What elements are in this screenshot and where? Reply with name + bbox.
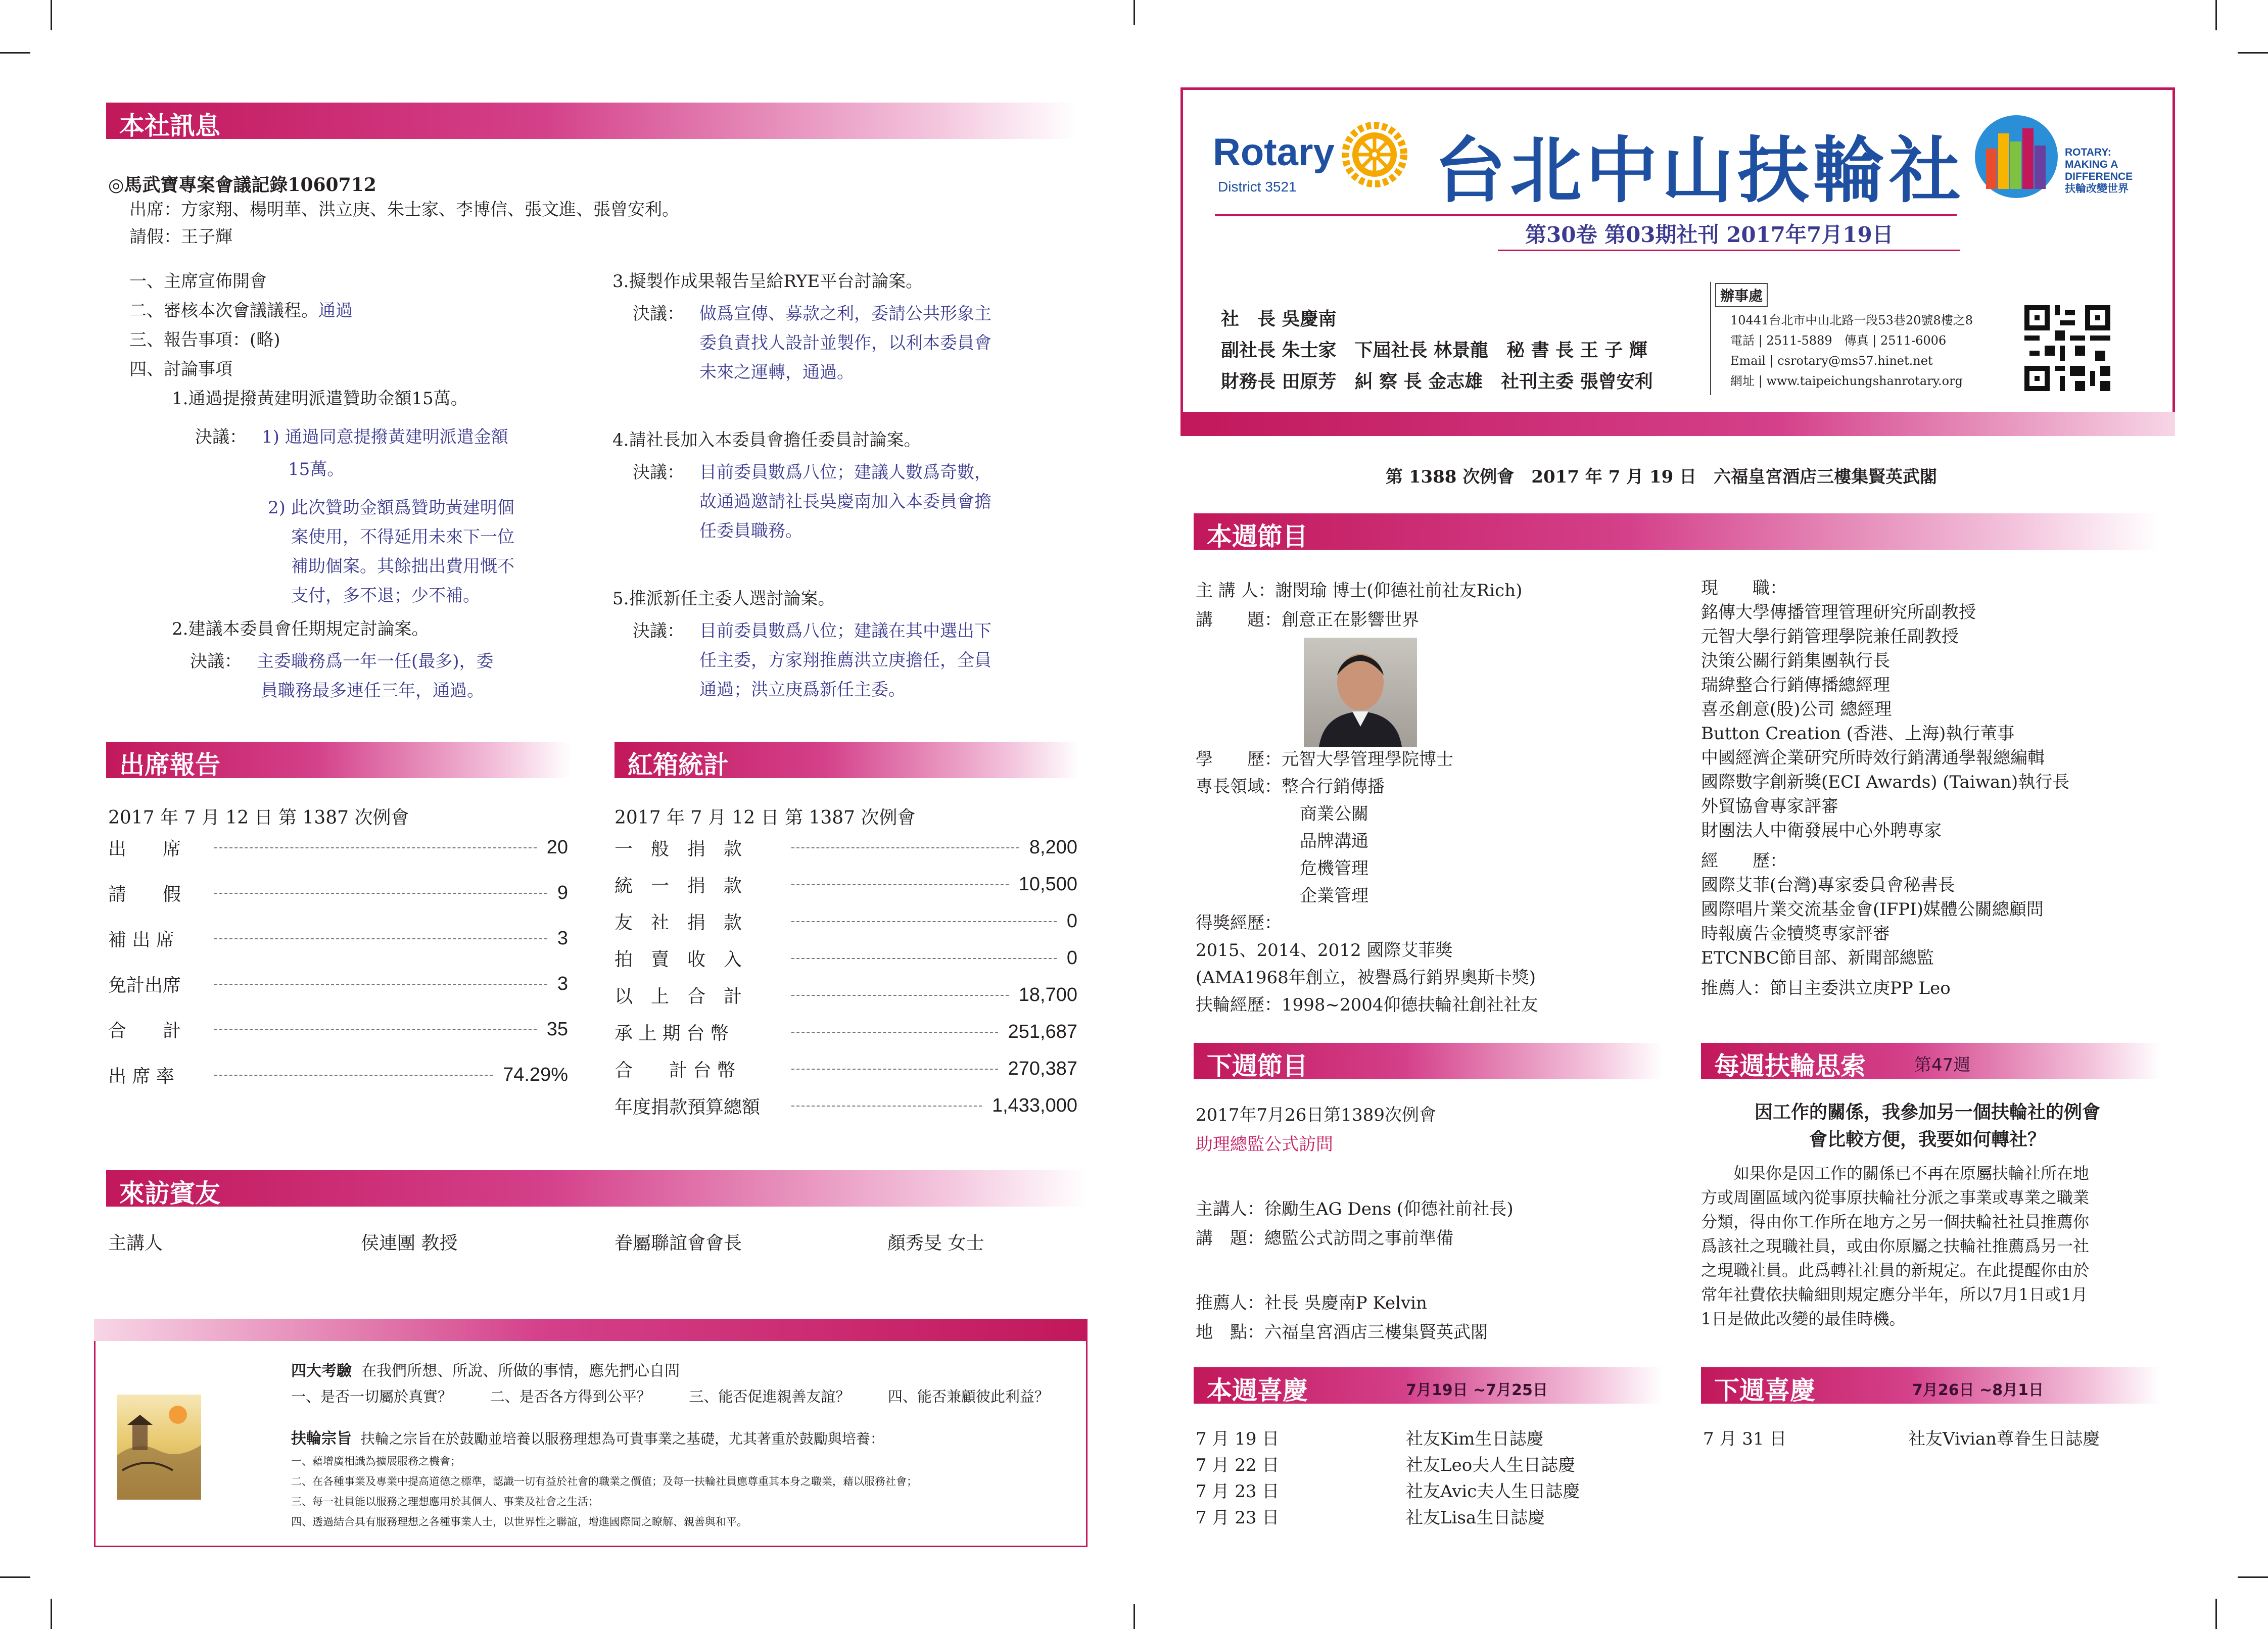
row-value: 0 (1066, 911, 1077, 932)
row-label: 合 計 台 幣 (615, 1060, 735, 1081)
table-row (615, 872, 1077, 897)
table-row (615, 1019, 1077, 1045)
celebration-date: 7 月 23 日 (1196, 1481, 1280, 1502)
meeting-line: 第 1388 次例會 2017 年 7 月 19 日 六福皇宮酒店三樓集賢英武閣 (1386, 467, 1938, 487)
table-row (108, 1017, 568, 1042)
table-row (615, 982, 1077, 1008)
decision-label: 決議： (633, 462, 684, 483)
table-row (108, 880, 568, 906)
agenda-item: 一、主席宣佈開會 (129, 271, 267, 292)
table-row (615, 835, 1077, 860)
crop-mark (51, 1599, 52, 1629)
discussion-1: 1.通過提撥黃建明派遣贊助金額15萬。 (172, 389, 468, 409)
row-label: 補 出 席 (108, 930, 174, 950)
row-label: 出 席 率 (108, 1066, 174, 1087)
decision-text: 15萬。 (288, 459, 345, 480)
row-leader (214, 1029, 537, 1030)
attendance-meeting: 2017 年 7 月 12 日 第 1387 次例會 (108, 807, 409, 828)
speaker: 主 講 人：謝閔瑜 博士(仰德社前社友Rich) (1196, 581, 1523, 601)
club-news-header: 本社訊息 (106, 103, 1076, 139)
celebration-text: 社友Leo夫人生日誌慶 (1406, 1455, 1576, 1475)
row-leader (214, 1075, 493, 1076)
next-week-block: 2017年7月26日第1389次例會 助理總監公式訪問 主講人：徐勵生AG Dens (仰德社前社長) 講 題：總監公式訪問之事前準備 推薦人：社長 吳慶南P Kelvin 地 點：六福皇宮酒店三樓集賢英武閣 (1196, 1105, 1514, 1343)
crop-mark (2238, 52, 2268, 54)
row-leader (791, 1032, 998, 1033)
row-leader (791, 1069, 998, 1070)
row-label: 以 上 合 計 (615, 986, 742, 1007)
masthead-bottom-bar (1180, 412, 2175, 436)
row-leader (791, 958, 1057, 959)
table-row (615, 908, 1077, 934)
four-way-top-bar (94, 1319, 1088, 1341)
agenda-item: 三、報告事項：(略) (129, 330, 280, 350)
agenda-list (129, 267, 584, 413)
this-week-header: 本週節目 (1194, 513, 2159, 550)
row-label: 出 席 (108, 839, 181, 859)
next-week-header: 下週節目 (1194, 1043, 1663, 1079)
row-value: 18,700 (1018, 984, 1077, 1005)
celebration-date: 7 月 31 日 (1703, 1429, 1787, 1449)
object-list: 一、藉增廣相識為擴展服務之機會； 二、在各種事業及專業中提高道德之標準，認識一切有益於社會的職業之價值；及每一扶輪社員應尊重其本身之職業，藉以服務社會； 三、每一社員能以服務之理想應用於其個人、事業及社會之生活； 四、透過結合具有服務理想之各種事業人士，以世界性之聯誼，增進國際間之瞭解、親善與和平。 (291, 1455, 917, 1528)
row-label: 免計出席 (108, 975, 181, 996)
row-leader (791, 884, 1009, 885)
celebration-text: 社友Vivian尊眷生日誌慶 (1908, 1429, 2100, 1449)
decision-text: 目前委員數爲八位；建議在其中選出下 任主委，方家翔推薦洪立庚擔任，全員 通過；洪立庚爲新任主委。 (699, 621, 991, 700)
table-row (108, 1062, 568, 1088)
redbox-header: 紅箱統計 (615, 742, 1079, 778)
qr-code[interactable] (2024, 305, 2110, 391)
decision-label: 決議： (633, 304, 684, 324)
attendance-header: 出席報告 (106, 742, 571, 778)
row-value: 1,433,000 (991, 1095, 1077, 1116)
rotary-wheel-icon (1341, 121, 1408, 188)
decision-text: 1) 通過同意提撥黃建明派遣金額 (262, 427, 508, 447)
visitor-name: 侯連團 教授 (361, 1233, 458, 1254)
row-label: 請 假 (108, 884, 181, 905)
decision-text: 主委職務爲一年一任(最多)，委 員職務最多連任三年，通過。 (257, 651, 494, 701)
celebration-text: 社友Lisa生日誌慶 (1406, 1508, 1545, 1528)
theme-text: ROTARY: MAKING A DIFFERENCE 扶輪改變世界 (2065, 147, 2133, 195)
row-leader (791, 847, 1019, 848)
row-label: 友 社 捐 款 (615, 913, 742, 933)
crop-mark (51, 0, 52, 30)
row-label: 一 般 捐 款 (615, 839, 742, 859)
landscape-illustration (117, 1395, 201, 1500)
row-value: 74.29% (503, 1064, 568, 1085)
office-label: 辦事處 (1715, 283, 1768, 307)
decision-text: 做爲宣傳、募款之利，委請公共形象主 委負責找人設計並製作，以利本委員會 未來之運轉，通過。 (699, 304, 991, 382)
discussion-5: 5.推派新任主委人選討論案。 (612, 589, 835, 609)
row-value: 3 (557, 928, 568, 949)
row-label: 統 一 捐 款 (615, 876, 742, 896)
visitors-header: 來訪賓友 (106, 1170, 1086, 1207)
row-value: 3 (557, 973, 568, 994)
issue-line: 第30卷 第03期社刊 2017年7月19日 (1525, 222, 1894, 247)
speaker-jobs: 現 職： 銘傳大學傳播管理管理研究所副教授 元智大學行銷管理學院兼任副教授 決策公關行銷集團執行長 瑞緯整合行銷傳播總經理 喜丞創意(股)公司 總經理 Button Creation (香港、上海)執行董事 中國經濟企業研究所時效行銷溝通學報總編輯 國際數字創新獎(ECI Awards) (Taiwan)執行長 外貿協會專家評審 財團法人中衛發展中心外聘專家 經 歷： 國際艾菲(台灣)專家委員會秘書長 國際唱片業交流基金會(IFPI)媒體公關總顧問 時報廣告金犢獎專家評審 ETCNBC節目部、新聞部總監 推薦人：節目主委洪立庚PP Leo (1701, 578, 2070, 998)
visitor-role: 眷屬聯誼會會長 (615, 1233, 742, 1254)
discussion-4: 4.請社長加入本委員會擔任委員討論案。 (612, 430, 921, 450)
weekly-thought-question: 因工作的關係，我參加另一個扶輪社的例會 會比較方便，我要如何轉社？ (1754, 1101, 2100, 1150)
four-way-questions: 一、是否一切屬於真實？ 二、是否各方得到公平？ 三、能否促進親善友誼？ 四、能否兼顧彼此利益？ (291, 1388, 1049, 1405)
celebration-date: 7 月 23 日 (1196, 1508, 1280, 1528)
agenda-item: 二、審核本次會議議程。通過 (129, 301, 353, 321)
club-name: 台北中山扶輪社 (1434, 131, 1965, 211)
row-value: 251,687 (1008, 1021, 1077, 1042)
object-intro: 扶輪宗旨 扶輪之宗旨在於鼓勵並培養以服務理想為可貴事業之基礎，尤其著重於鼓勵與培養： (291, 1430, 884, 1448)
row-value: 8,200 (1029, 837, 1077, 858)
speaker-photo (1304, 638, 1417, 747)
row-label: 年度捐款預算總額 (615, 1097, 761, 1118)
row-value: 0 (1066, 947, 1077, 969)
row-label: 拍 賣 收 入 (615, 949, 742, 970)
celebration-text: 社友Avic夫人生日誌慶 (1406, 1481, 1580, 1502)
visitor-role: 主講人 (108, 1233, 163, 1254)
visitor-name: 顏秀旻 女士 (887, 1233, 984, 1254)
four-way-intro: 四大考驗 在我們所想、所說、所做的事情，應先捫心自問 (291, 1362, 680, 1380)
weekly-thought-header: 每週扶輪思索 第47週 (1701, 1043, 2161, 1079)
decision-label: 決議： (190, 651, 242, 672)
crop-mark (1133, 1604, 1135, 1629)
weekly-thought-body: 如果你是因工作的關係已不再在原屬扶輪社所在地 方或周圍區域內從事原扶輪社分派之事業或專業之職業 分類，得由你工作所在地方之另一個扶輪社社員推薦你 爲該社之現職社員，或由你原屬之扶輪社推薦爲另一社 之現職社員。此爲轉社社員的新規定。在此提醒你由於 常年社費依扶輪細則規定應分半年，所以7月1日或1月 1日是做此改變的最佳時機。 (1701, 1164, 2090, 1328)
row-label: 合 計 (108, 1021, 181, 1041)
table-row (615, 1093, 1077, 1119)
table-row (615, 1056, 1077, 1082)
celebration-text: 社友Kim生日誌慶 (1406, 1429, 1544, 1449)
theme-logo-icon (1973, 113, 2060, 200)
rotary-wordmark: Rotary (1213, 131, 1335, 174)
row-leader (214, 938, 547, 939)
row-leader (791, 921, 1057, 922)
row-label: 承 上 期 台 幣 (615, 1023, 729, 1044)
minutes-title: ◎馬武寶專案會議記錄1060712 (108, 174, 376, 196)
agenda-item: 四、討論事項 (129, 359, 232, 379)
crop-mark (0, 52, 30, 54)
table-row (108, 926, 568, 951)
decision-label: 決議： (633, 621, 684, 641)
discussion-2: 2.建議本委員會任期規定討論案。 (172, 619, 429, 639)
table-row (108, 835, 568, 860)
crop-mark (1133, 0, 1135, 25)
celebration-date: 7 月 19 日 (1196, 1429, 1280, 1449)
redbox-meeting: 2017 年 7 月 12 日 第 1387 次例會 (615, 807, 916, 828)
decision-label: 決議： (195, 427, 247, 447)
decision-text: 目前委員數爲八位；建議人數爲奇數， 故通過邀請社長吳慶南加入本委員會擔 任委員職務。 (699, 462, 991, 541)
row-value: 9 (557, 882, 568, 903)
district-label: District 3521 (1218, 179, 1297, 195)
table-row (108, 971, 568, 997)
row-leader (214, 847, 537, 848)
officers: 社 長 吳慶南 副社長 朱士家 下屆社長 林景龍 秘 書 長 王 子 輝 財務長 田原芳 糾 察 長 金志雄 社刊主委 張曾安利 (1221, 308, 1653, 392)
this-week-speaker-block (1196, 576, 1522, 635)
row-leader (214, 984, 547, 985)
celebration-date: 7 月 22 日 (1196, 1455, 1280, 1475)
next-week-celebration-header: 下週喜慶 7月26日 ~8月1日 (1701, 1367, 2161, 1404)
masthead-rule (1215, 214, 1957, 216)
row-value: 35 (546, 1019, 568, 1040)
decision-text: 2) 此次贊助金額爲贊助黃建明個 案使用，不得延用未來下一位 補助個案。其餘拙出費用慨不 支付，多不退；少不補。 (268, 498, 514, 606)
office-divider (1710, 282, 1711, 395)
topic: 講 題：創意正在影響世界 (1196, 610, 1419, 630)
row-value: 270,387 (1008, 1058, 1077, 1079)
this-week-celebration-header: 本週喜慶 7月19日 ~7月25日 (1194, 1367, 1663, 1404)
minutes-attend: 出席：方家翔、楊明華、洪立庚、朱士家、李博信、張文進、張曾安利。 (129, 200, 679, 220)
row-value: 10,500 (1018, 874, 1077, 895)
office-info: 10441台北市中山北路一段53巷20號8樓之8 電話 | 2511-5889 傳真 | 2511-6006 Email | csrotary@ms57.hinet.net 網址 | www.taipeichungshanrotary.org (1730, 313, 1973, 388)
discussion-3: 3.擬製作成果報告呈給RYE平台討論案。 (612, 271, 923, 292)
row-leader (791, 1106, 982, 1107)
row-leader (214, 893, 547, 894)
speaker-profile: 學 歷：元智大學管理學院博士 專長領域：整合行銷傳播 商業公關 品牌溝通 危機管理 企業管理 得獎經歷： 2015、2014、2012 國際艾菲獎 (AMA1968年創立，被譽爲行銷界奧斯卡獎) 扶輪經歷：1998~2004仰德扶輪社創社社友 (1196, 749, 1538, 1015)
crop-mark (2215, 1599, 2217, 1629)
crop-mark (2238, 1576, 2268, 1578)
minutes-leave: 請假：王子輝 (129, 227, 232, 247)
crop-mark (0, 1576, 30, 1578)
row-value: 20 (546, 837, 568, 858)
row-leader (791, 995, 1009, 996)
issue-rule (1498, 250, 1960, 251)
table-row (615, 945, 1077, 971)
crop-mark (2215, 0, 2217, 30)
